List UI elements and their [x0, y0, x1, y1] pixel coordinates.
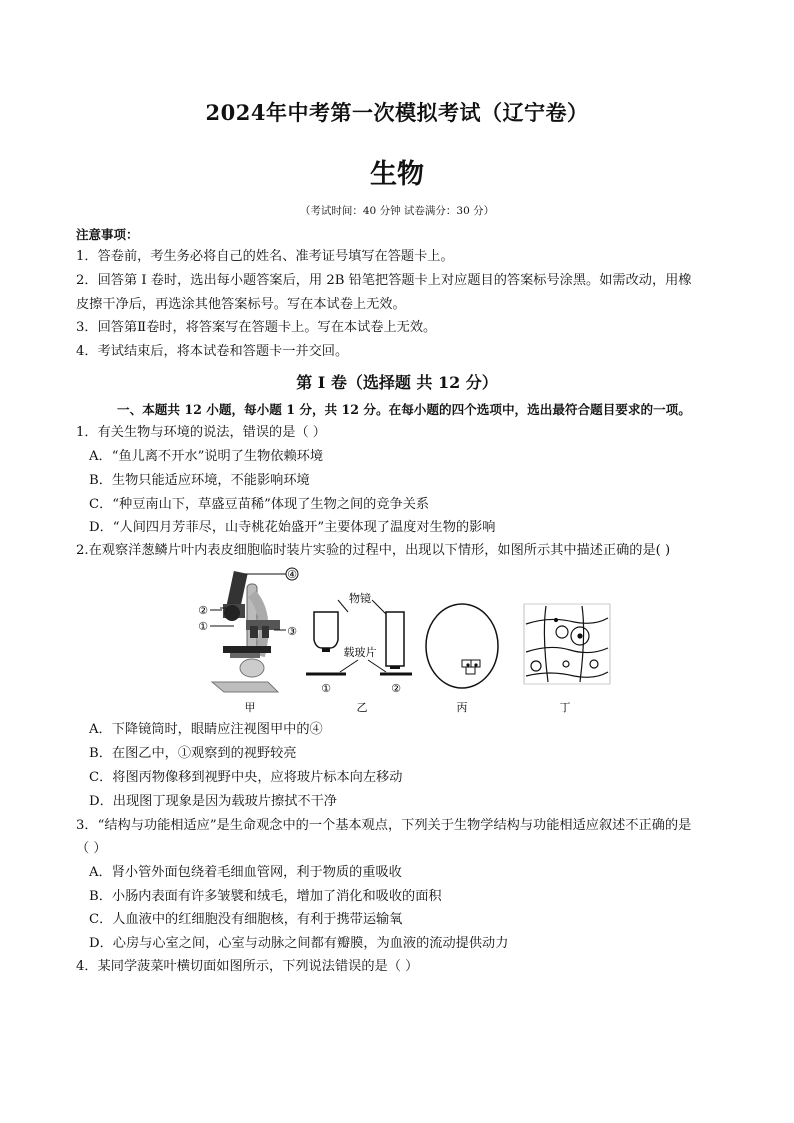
label-jia: 甲 — [244, 701, 256, 714]
question-1-option-c: C．“种豆南山下，草盛豆苗稀”体现了生物之间的竞争关系 — [89, 497, 430, 512]
notice-item-3: 3．回答第Ⅱ卷时，将答案写在答题卡上。写在本试卷上无效。 — [76, 320, 437, 335]
field-of-view-drawing — [426, 604, 498, 688]
subject-heading: 生物 — [370, 159, 424, 190]
label-ding: 丁 — [559, 701, 571, 714]
question-1-option-a: A．“鱼儿离不开水”说明了生物依赖环境 — [89, 449, 324, 464]
question-1-stem: 1．有关生物与环境的说法，错误的是（ ） — [76, 425, 326, 440]
question-3-option-c: C．人血液中的红细胞没有细胞核，有利于携带运输氧 — [89, 912, 403, 927]
question-2-stem: 2.在观察洋葱鳞片叶内表皮细胞临时装片实验的过程中，出现以下情形，如图所示其中描述正确的是( ) — [76, 543, 671, 558]
cells-with-bubbles-drawing — [524, 604, 610, 684]
microscope-figure-svg — [190, 564, 620, 716]
label-objective-1: ① — [321, 682, 331, 695]
question-2-option-d: D．出现图丁现象是因为载玻片擦拭不干净 — [89, 794, 337, 809]
objective-lenses-drawing — [306, 600, 412, 674]
label-objective-2: ② — [391, 682, 401, 695]
question-3-option-d: D．心房与心室之间，心室与动脉之间都有瓣膜，为血液的流动提供动力 — [89, 936, 509, 951]
notice-item-2: 2．回答第 I 卷时，选出每小题答案后，用 2B 铅笔把答题卡上对应题目的答案标号涂黑。如需改动，用橡 — [76, 273, 692, 288]
question-1-option-d: D．“人间四月芳菲尽，山寺桃花始盛开”主要体现了温度对生物的影响 — [89, 520, 496, 535]
exam-info: （考试时间：40 分钟 试卷满分：30 分） — [299, 205, 495, 217]
question-2-option-a: A．下降镜筒时，眼睛应注视图甲中的④ — [89, 722, 323, 737]
notice-label-text: 注意事项： — [76, 227, 139, 242]
question-2-option-c: C．将图丙物像移到视野中央，应将玻片标本向左移动 — [89, 770, 403, 785]
marker-1: ① — [198, 620, 208, 633]
question-3-stem: 3．“结构与功能相适应”是生命观念中的一个基本观点，下列关于生物学结构与功能相适应叙述不正确的是 — [76, 818, 692, 833]
label-bing: 丙 — [456, 701, 468, 714]
notice-item-2-cont: 皮擦干净后，再选涂其他答案标号。写在本试卷上无效。 — [76, 297, 406, 312]
question-1-option-b: B．生物只能适应环境，不能影响环境 — [89, 473, 310, 488]
microscope-drawing — [212, 571, 280, 692]
question-3-option-a: A．肾小管外面包绕着毛细血管网，利于物质的重吸收 — [89, 865, 402, 880]
question-3-option-b: B．小肠内表面有许多皱襞和绒毛，增加了消化和吸收的面积 — [89, 889, 442, 904]
label-slide: 载玻片 — [343, 646, 377, 659]
notice-label — [76, 226, 139, 245]
question-4-stem: 4．某同学菠菜叶横切面如图所示，下列说法错误的是（ ） — [76, 959, 419, 974]
label-objective: 物镜 — [349, 592, 371, 605]
label-yi: 乙 — [356, 701, 368, 714]
question-3-stem-cont: （ ） — [76, 841, 107, 856]
question-2-option-b: B．在图乙中，①观察到的视野较亮 — [89, 746, 297, 761]
marker-4: ④ — [287, 568, 297, 581]
section-title: 第 I 卷（选择题 共 12 分） — [296, 373, 498, 392]
section-instruction: 一、本题共 12 小题，每小题 1 分，共 12 分。在每小题的四个选项中，选出最符合题目要求的一项。 — [117, 402, 691, 417]
notice-item-4: 4．考试结束后，将本试卷和答题卡一并交回。 — [76, 344, 349, 359]
question-2-figure — [190, 564, 620, 716]
marker-3: ③ — [287, 625, 297, 638]
marker-2: ② — [198, 604, 208, 617]
exam-title: 2024年中考第一次模拟考试（辽宁卷） — [205, 100, 589, 125]
notice-item-1: 1．答卷前，考生务必将自己的姓名、准考证号填写在答题卡上。 — [76, 249, 454, 264]
